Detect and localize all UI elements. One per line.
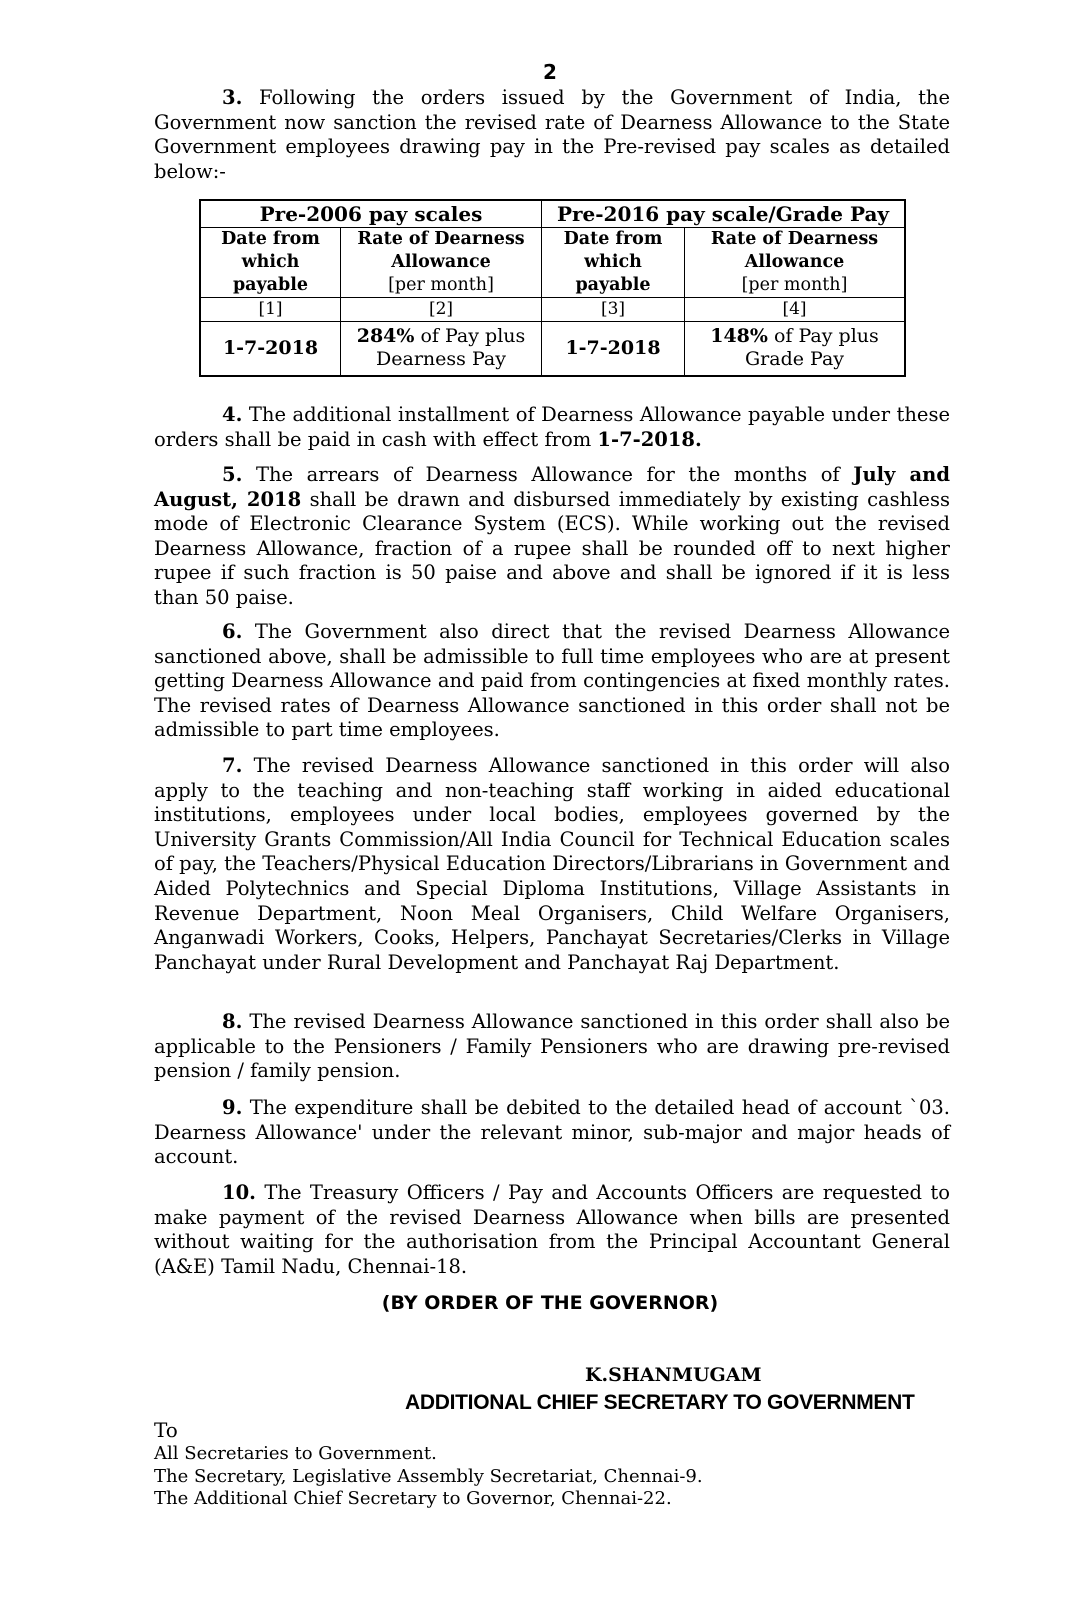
paragraph-number: 10. bbox=[222, 1181, 256, 1204]
table-group-header: Pre-2006 pay scales bbox=[200, 200, 542, 228]
paragraph-text: The arrears of Dearness Allowance for the months of bbox=[255, 463, 854, 486]
paragraph-8 bbox=[154, 1010, 950, 1084]
paragraph-9 bbox=[154, 1096, 950, 1170]
column-header bbox=[685, 228, 906, 298]
column-number: [3] bbox=[542, 298, 685, 322]
paragraph-text: The additional installment of Dearness Allowance payable under these orders shall be paid in cash with effect from bbox=[154, 403, 951, 451]
paragraph-6 bbox=[154, 620, 950, 743]
to-label: To bbox=[154, 1418, 178, 1442]
rate-text: of Pay plus bbox=[414, 325, 526, 348]
column-number: [2] bbox=[341, 298, 542, 322]
rate-text-line2: Dearness Pay bbox=[376, 348, 506, 371]
dearness-allowance-table bbox=[199, 199, 906, 377]
effective-date: 1-7-2018. bbox=[597, 427, 702, 451]
rate-cell bbox=[341, 322, 542, 376]
paragraph-number: 4. bbox=[222, 403, 243, 426]
rate-cell bbox=[685, 322, 906, 376]
recipient-list bbox=[154, 1443, 703, 1511]
rate-percent: 284% bbox=[356, 325, 415, 348]
column-header bbox=[341, 228, 542, 298]
arrear-months: July and August, 2018 bbox=[154, 463, 950, 511]
rate-text: of Pay plus bbox=[767, 325, 879, 348]
paragraph-text: The expenditure shall be debited to the detailed head of account `03. Dearness Allowance' under the relevant minor, sub-major and major heads of account. bbox=[154, 1096, 950, 1169]
paragraph-text: shall be drawn and disbursed immediately by existing cashless mode of Electronic Clearance System (ECS). While working out the revised Dearness Allowance, fraction of a rupee shall be rounded off to next higher rupee if such fraction is 50 paise and above and shall be ignored if it is less than 50 paise. bbox=[154, 487, 950, 609]
paragraph-number: 8. bbox=[222, 1010, 243, 1033]
page-number: 2 bbox=[543, 60, 557, 84]
by-order-line: (BY ORDER OF THE GOVERNOR) bbox=[381, 1292, 719, 1314]
table-group-header: Pre-2016 pay scale/Grade Pay bbox=[542, 200, 906, 228]
recipient-item: The Additional Chief Secretary to Governor, Chennai-22. bbox=[154, 1488, 672, 1509]
paragraph-number: 9. bbox=[222, 1096, 243, 1119]
paragraph-number: 6. bbox=[222, 620, 243, 643]
paragraph-5 bbox=[154, 463, 950, 611]
column-header bbox=[200, 228, 341, 298]
paragraph-number: 5. bbox=[222, 463, 243, 486]
paragraph-10 bbox=[154, 1181, 950, 1279]
date-cell: 1-7-2018 bbox=[542, 322, 685, 376]
date-cell: 1-7-2018 bbox=[200, 322, 341, 376]
column-header-label: Rate of Dearness Allowance bbox=[357, 229, 525, 272]
paragraph-text: The Treasury Officers / Pay and Accounts Officers are requested to make payment of the revised Dearness Allowance when bills are presented without waiting for the authorisation from the Principal Accountant General (A&E) Tamil Nadu, Chennai-18. bbox=[154, 1181, 951, 1278]
recipient-item: All Secretaries to Government. bbox=[154, 1443, 437, 1464]
paragraph-4 bbox=[154, 403, 950, 452]
paragraph-text: The revised Dearness Allowance sanctioned in this order shall also be applicable to the Pensioners / Family Pensioners who are drawing pre-revised pension / family pension. bbox=[154, 1010, 951, 1083]
signatory-name: K.SHANMUGAM bbox=[585, 1364, 762, 1386]
table-row bbox=[200, 322, 905, 376]
column-header-label: Date from which payable bbox=[563, 229, 663, 295]
paragraph-3 bbox=[154, 86, 950, 184]
rate-percent: 148% bbox=[710, 325, 768, 348]
column-number: [4] bbox=[685, 298, 906, 322]
paragraph-text: The Government also direct that the revised Dearness Allowance sanctioned above, shall be admissible to full time employees who are at present getting Dearness Allowance and paid from contingencies at fixed monthly rates. The revised rates of Dearness Allowance sanctioned in this order shall not be admissible to part time employees. bbox=[154, 620, 950, 742]
paragraph-number: 3. bbox=[222, 86, 243, 109]
column-header-sub: [per month] bbox=[388, 275, 494, 295]
paragraph-text: The revised Dearness Allowance sanctioned in this order will also apply to the teaching and non-teaching staff working in aided educational institutions, employees under local bodies, employees governed by the University Grants Commission/All India Council for Technical Education scales of pay, the Teachers/Physical Education Directors/Librarians in Government and Aided Polytechnics and Special Diploma Institutions, Village Assistants in Revenue Department, Noon Meal Organisers, Child Welfare Organisers, Anganwadi Workers, Cooks, Helpers, Panchayat Secretaries/Clerks in Village Panchayat under Rural Development and Panchayat Raj Department. bbox=[154, 754, 950, 974]
column-header-label: Date from which payable bbox=[221, 229, 320, 295]
column-header-sub: [per month] bbox=[741, 275, 848, 295]
column-header-label: Rate of Dearness Allowance bbox=[710, 229, 879, 272]
paragraph-text: Following the orders issued by the Government of India, the Government now sanction the revised rate of Dearness Allowance to the State Government employees drawing pay in the Pre-revised pay scales as detailed below:- bbox=[154, 86, 950, 183]
recipient-item: The Secretary, Legislative Assembly Secretariat, Chennai-9. bbox=[154, 1465, 703, 1487]
paragraph-number: 7. bbox=[222, 754, 243, 777]
signatory-title: ADDITIONAL CHIEF SECRETARY TO GOVERNMENT bbox=[405, 1391, 915, 1414]
column-header bbox=[542, 228, 685, 298]
paragraph-7 bbox=[154, 754, 950, 975]
rate-text-line2: Grade Pay bbox=[744, 348, 845, 371]
column-number: [1] bbox=[200, 298, 341, 322]
